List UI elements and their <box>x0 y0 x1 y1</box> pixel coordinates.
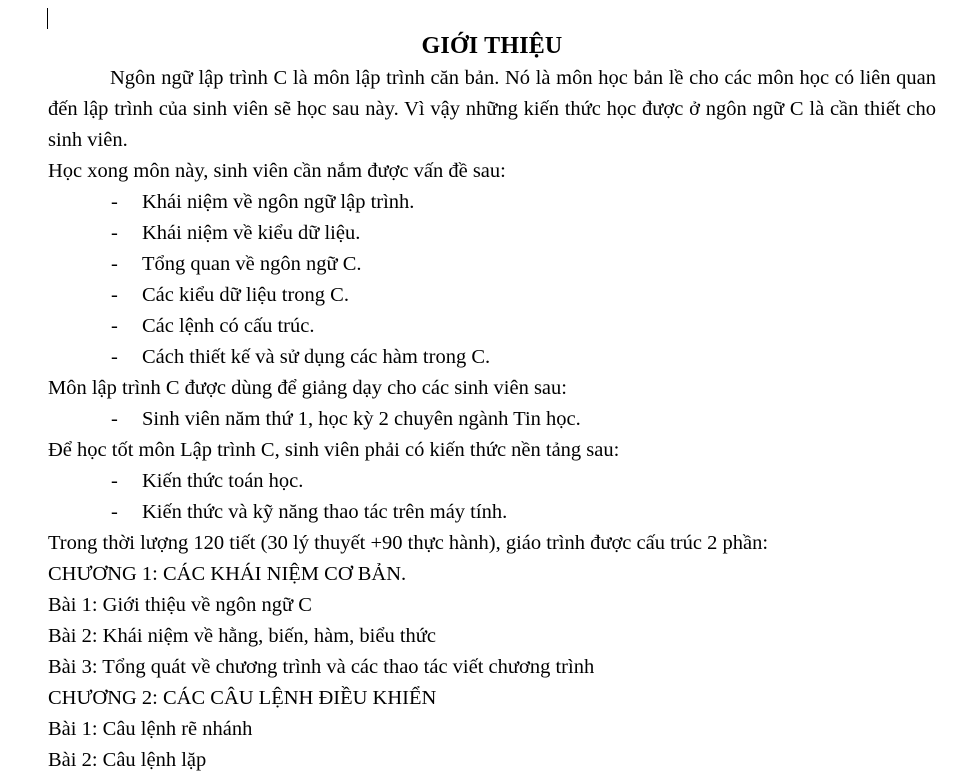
chapter-1-title: CHƯƠNG 1: CÁC KHÁI NIỆM CƠ BẢN. <box>48 563 407 585</box>
document-page <box>48 30 936 776</box>
list-item <box>48 342 936 373</box>
intro-paragraph: Ngôn ngữ lập trình C là môn lập trình căn bản. Nó là môn học bản lề cho các môn học có liên quan đến lập trình của sinh viên sẽ học sau này. Vì vậy những kiến thức học được ở ngôn ngữ C là cần thiết cho sinh viên. <box>48 67 936 151</box>
chapter-2-title: CHƯƠNG 2: CÁC CÂU LỆNH ĐIỀU KHIỂN <box>48 687 437 709</box>
goal-item-text: Các kiểu dữ liệu trong C. <box>142 284 349 306</box>
list-item <box>48 249 936 280</box>
chapter-1-lesson: Bài 2: Khái niệm về hằng, biến, hàm, biểu thức <box>48 625 436 647</box>
list-item <box>48 466 936 497</box>
chapter-1-lesson: Bài 1: Giới thiệu về ngôn ngữ C <box>48 594 312 616</box>
bullet-dash: - <box>111 346 118 368</box>
chapter-2-lesson: Bài 2: Câu lệnh lặp <box>48 749 207 771</box>
goals-heading: Học xong môn này, sinh viên cần nắm được vấn đề sau: <box>48 160 506 182</box>
chapter-1-lesson: Bài 3: Tổng quát về chương trình và các thao tác viết chương trình <box>48 656 595 678</box>
goal-item-text: Khái niệm về kiểu dữ liệu. <box>142 222 361 244</box>
bullet-dash: - <box>111 501 118 523</box>
text-cursor <box>47 8 48 29</box>
list-item <box>48 218 936 249</box>
bullet-dash: - <box>111 222 118 244</box>
bullet-dash: - <box>111 408 118 430</box>
bullet-dash: - <box>111 284 118 306</box>
list-item <box>48 404 936 435</box>
goal-item-text: Cách thiết kế và sử dụng các hàm trong C. <box>142 346 491 368</box>
prereq-heading: Để học tốt môn Lập trình C, sinh viên phải có kiến thức nền tảng sau: <box>48 439 620 461</box>
bullet-dash: - <box>111 315 118 337</box>
structure-heading: Trong thời lượng 120 tiết (30 lý thuyết +90 thực hành), giáo trình được cấu trúc 2 phần: <box>48 532 769 554</box>
audience-heading: Môn lập trình C được dùng để giảng dạy cho các sinh viên sau: <box>48 377 567 399</box>
audience-item-text: Sinh viên năm thứ 1, học kỳ 2 chuyên ngành Tin học. <box>142 408 581 430</box>
goal-item-text: Khái niệm về ngôn ngữ lập trình. <box>142 191 415 213</box>
list-item <box>48 280 936 311</box>
list-item <box>48 497 936 528</box>
goal-item-text: Tổng quan về ngôn ngữ C. <box>142 253 362 275</box>
bullet-dash: - <box>111 253 118 275</box>
document-title: GIỚI THIỆU <box>421 33 563 59</box>
bullet-dash: - <box>111 470 118 492</box>
bullet-dash: - <box>111 191 118 213</box>
list-item <box>48 187 936 218</box>
goal-item-text: Các lệnh có cấu trúc. <box>142 315 315 337</box>
list-item <box>48 311 936 342</box>
prereq-item-text: Kiến thức và kỹ năng thao tác trên máy tính. <box>142 501 508 523</box>
prereq-item-text: Kiến thức toán học. <box>142 470 304 492</box>
chapter-2-lesson: Bài 1: Câu lệnh rẽ nhánh <box>48 718 253 740</box>
